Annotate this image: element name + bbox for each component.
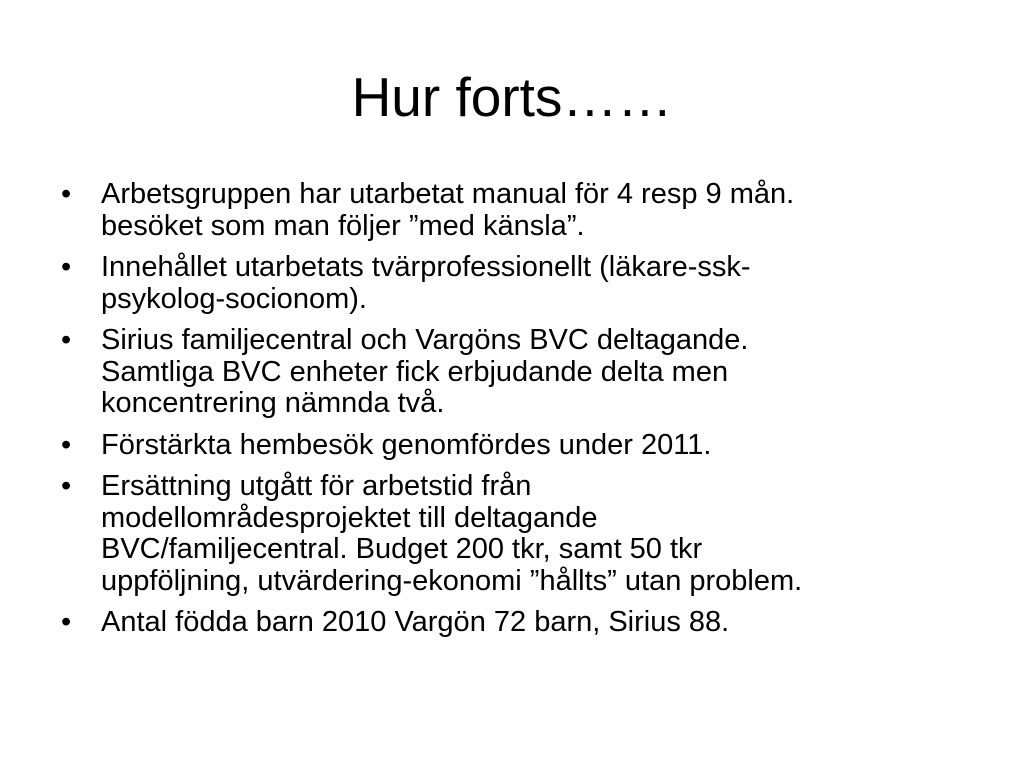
bullet-icon: • bbox=[61, 606, 72, 638]
bullet-text-line: Samtliga BVC enheter fick erbjudande delta men bbox=[101, 355, 729, 388]
bullet-text-line: Förstärkta hembesök genomfördes under 2011. bbox=[101, 428, 712, 461]
bullet-item bbox=[61, 607, 961, 639]
bullet-item bbox=[61, 252, 961, 315]
bullet-text-line: BVC/familjecentral. Budget 200 tkr, samt 50 tkr bbox=[101, 533, 703, 565]
bullet-item bbox=[61, 325, 961, 420]
bullet-list bbox=[61, 179, 961, 649]
bullet-text-line: uppföljning, utvärdering-ekonomi ”hållts” utan problem. bbox=[101, 564, 803, 597]
bullet-icon: • bbox=[61, 178, 72, 210]
bullet-icon: • bbox=[61, 428, 72, 461]
bullet-text-line: modellområdesprojektet till deltagande bbox=[101, 501, 598, 534]
bullet-text-line: Antal födda barn 2010 Vargön 72 barn, Sirius 88. bbox=[101, 606, 730, 638]
bullet-text-line: koncentrering nämnda två. bbox=[101, 387, 445, 419]
bullet-text-line: Arbetsgruppen har utarbetat manual för 4 resp 9 mån. bbox=[101, 178, 795, 210]
bullet-icon: • bbox=[61, 470, 72, 502]
bullet-text-line: Sirius familjecentral och Vargöns BVC deltagande. bbox=[101, 324, 749, 356]
bullet-icon: • bbox=[61, 324, 72, 356]
bullet-item bbox=[61, 471, 961, 597]
bullet-item bbox=[61, 179, 961, 242]
bullet-item bbox=[61, 430, 961, 462]
bullet-icon: • bbox=[61, 251, 72, 283]
bullet-text-line: Innehållet utarbetats tvärprofessionellt (läkare-ssk- bbox=[101, 251, 751, 283]
bullet-text-line: Ersättning utgått för arbetstid från bbox=[101, 470, 532, 502]
bullet-text-line: besöket som man följer ”med känsla”. bbox=[101, 209, 585, 242]
slide-title: Hur forts…… bbox=[351, 66, 673, 128]
bullet-text-line: psykolog-socionom). bbox=[101, 282, 367, 315]
